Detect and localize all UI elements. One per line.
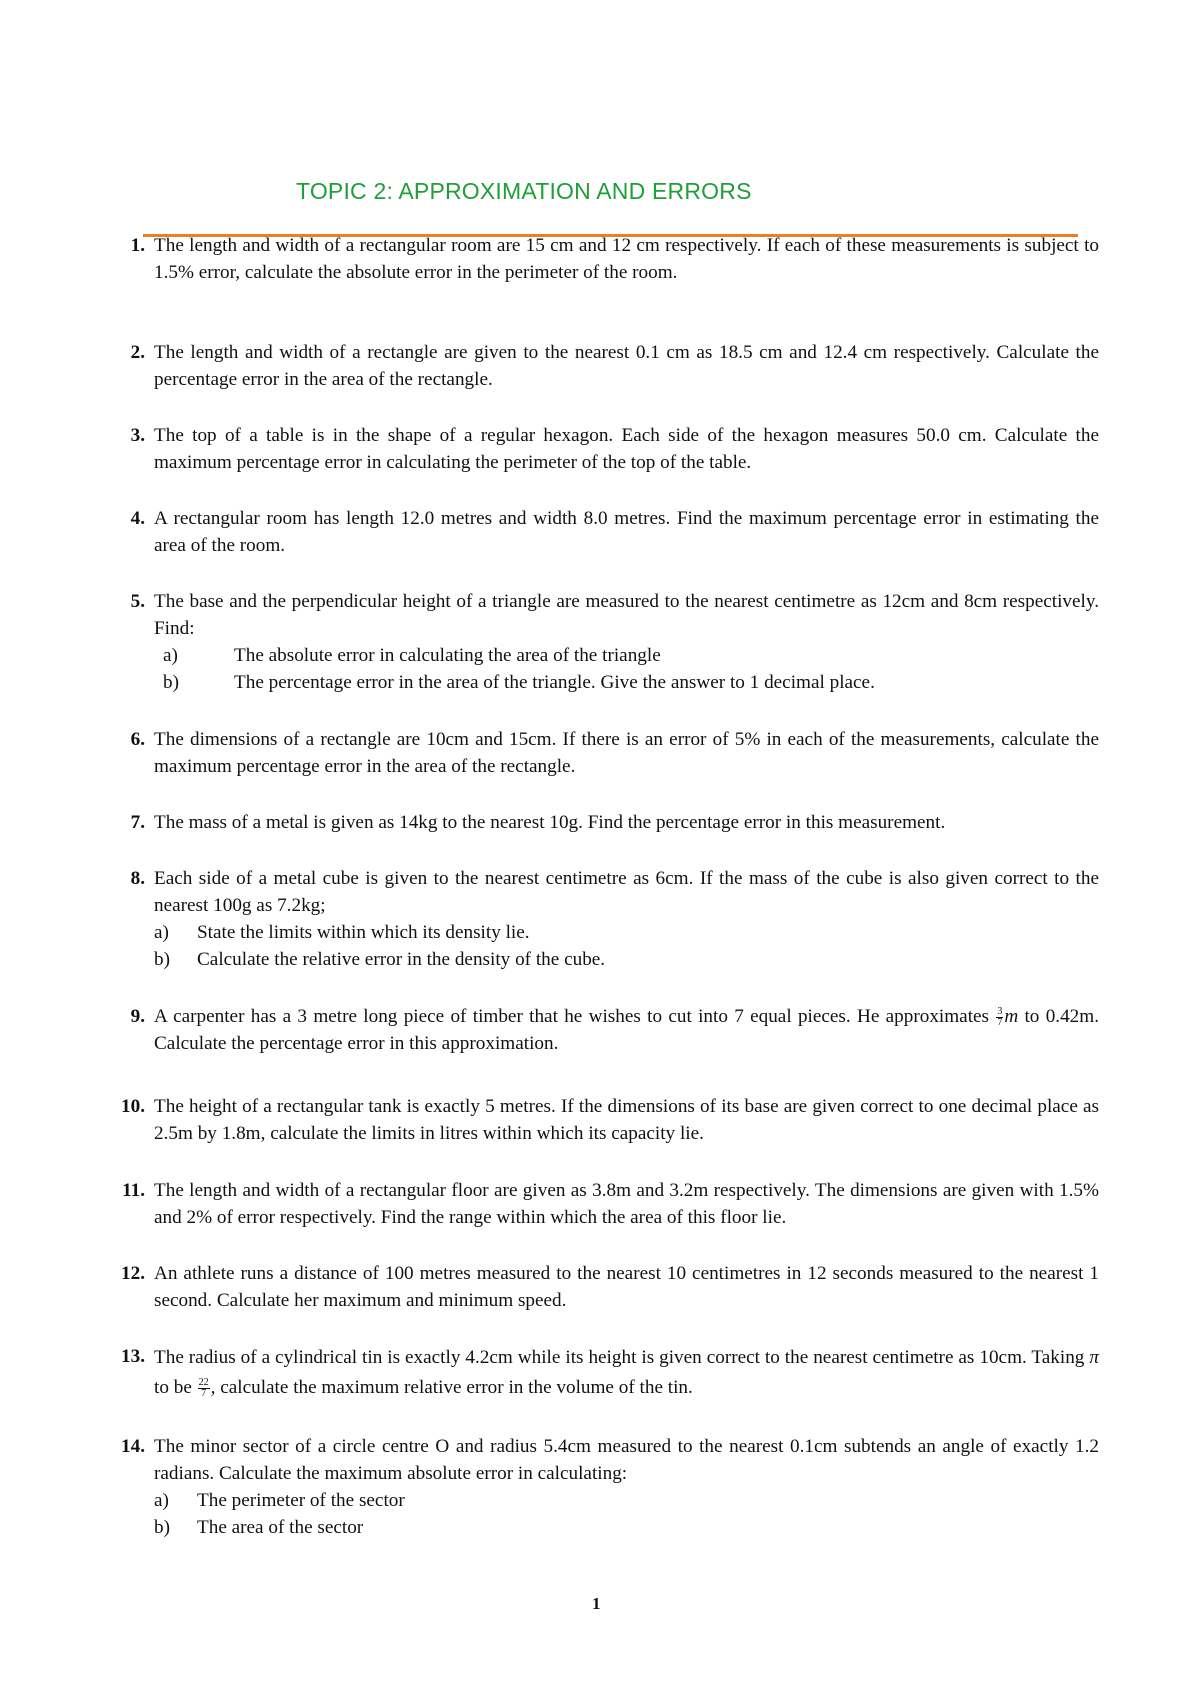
question-12 xyxy=(107,1260,1099,1314)
math-variable: m xyxy=(1004,1006,1019,1027)
question-5 xyxy=(107,588,1099,696)
question-text xyxy=(154,1343,1099,1403)
question-1 xyxy=(107,232,1099,286)
question-text: The minor sector of a circle centre O and radius 5.4cm measured to the nearest 0.1cm subtends an angle of exactly 1.2 radians. Calculate the maximum absolute error in calculating: xyxy=(154,1436,1099,1484)
question-7 xyxy=(107,809,1099,836)
question-number: 2. xyxy=(130,342,145,363)
question-number: 4. xyxy=(130,508,145,529)
question-text: Each side of a metal cube is given to the nearest centimetre as 6cm. If the mass of the cube is also given correct to the nearest 100g as 7.2kg; xyxy=(154,868,1099,916)
question-text: An athlete runs a distance of 100 metres measured to the nearest 10 centimetres in 12 seconds measured to the nearest 1 second. Calculate her maximum and minimum speed. xyxy=(154,1263,1099,1311)
part-text: The perimeter of the sector xyxy=(197,1490,405,1511)
question-text: The mass of a metal is given as 14kg to the nearest 10g. Find the percentage error in this measurement. xyxy=(154,812,946,833)
part-label: b) xyxy=(154,949,170,970)
question-number: 1. xyxy=(130,235,145,256)
page-title: TOPIC 2: APPROXIMATION AND ERRORS xyxy=(296,178,752,204)
question-number: 6. xyxy=(130,729,145,750)
question-11 xyxy=(107,1177,1099,1231)
fraction xyxy=(996,1007,1003,1028)
question-text-part: The radius of a cylindrical tin is exactly 4.2cm while its height is given correct to the nearest centimetre as 10cm. Taking xyxy=(154,1347,1085,1368)
question-number: 3. xyxy=(130,425,145,446)
question-text: A rectangular room has length 12.0 metres and width 8.0 metres. Find the maximum percentage error in estimating the area of the room. xyxy=(154,508,1099,556)
part-text: The absolute error in calculating the area of the triangle xyxy=(234,645,661,666)
question-number: 13. xyxy=(121,1346,145,1367)
question-number: 5. xyxy=(130,591,145,612)
question-text: The length and width of a rectangular floor are given as 3.8m and 3.2m respectively. The dimensions are given with 1.5% and 2% of error respectively. Find the range within which the area of this floor lie. xyxy=(154,1180,1099,1228)
question-text: The base and the perpendicular height of a triangle are measured to the nearest centimetre as 12cm and 8cm respectively. Find: xyxy=(154,591,1099,639)
question-3 xyxy=(107,422,1099,476)
question-9 xyxy=(107,1003,1099,1057)
question-part xyxy=(154,1487,1099,1514)
question-number: 10. xyxy=(121,1096,145,1117)
fraction-numerator: 22 xyxy=(198,1377,209,1389)
part-label: a) xyxy=(163,645,178,666)
page-number: 1 xyxy=(592,1594,601,1613)
question-text xyxy=(154,1003,1099,1057)
question-10 xyxy=(107,1093,1099,1147)
part-label: a) xyxy=(154,1490,169,1511)
fraction-denominator: 7 xyxy=(201,1388,207,1400)
question-text-part: to 0.42m. Calculate the percentage error in this approximation. xyxy=(154,1006,1099,1054)
question-text: The length and width of a rectangular room are 15 cm and 12 cm respectively. If each of these measurements is subject to 1.5% error, calculate the absolute error in the perimeter of the room. xyxy=(154,235,1099,283)
question-number: 12. xyxy=(121,1263,145,1284)
fraction-numerator: 3 xyxy=(997,1006,1003,1018)
pi-symbol: π xyxy=(1089,1347,1099,1368)
part-text: State the limits within which its density lie. xyxy=(197,922,530,943)
question-part xyxy=(154,669,1099,696)
question-text: The height of a rectangular tank is exactly 5 metres. If the dimensions of its base are given correct to one decimal place as 2.5m by 1.8m, calculate the limits in litres within which its capacity lie. xyxy=(154,1096,1099,1144)
fraction xyxy=(198,1378,210,1399)
question-text: The length and width of a rectangle are given to the nearest 0.1 cm as 18.5 cm and 12.4 cm respectively. Calculate the percentage error in the area of the rectangle. xyxy=(154,342,1099,390)
question-number: 11. xyxy=(122,1180,145,1201)
question-part xyxy=(154,1514,1099,1541)
question-2 xyxy=(107,339,1099,393)
fraction-denominator: 7 xyxy=(997,1017,1003,1029)
question-text-part: to be xyxy=(154,1377,192,1398)
question-number: 9. xyxy=(130,1006,145,1027)
question-6 xyxy=(107,726,1099,780)
part-text: Calculate the relative error in the density of the cube. xyxy=(197,949,606,970)
question-text: The dimensions of a rectangle are 10cm and 15cm. If there is an error of 5% in each of the measurements, calculate the maximum percentage error in the area of the rectangle. xyxy=(154,729,1099,777)
question-4 xyxy=(107,505,1099,559)
question-part xyxy=(154,946,1099,973)
question-number: 14. xyxy=(121,1436,145,1457)
part-label: b) xyxy=(163,672,179,693)
part-label: a) xyxy=(154,922,169,943)
question-number: 7. xyxy=(130,812,145,833)
question-14 xyxy=(107,1433,1099,1541)
question-text-part: A carpenter has a 3 metre long piece of timber that he wishes to cut into 7 equal pieces. He approximates xyxy=(154,1006,990,1027)
question-8 xyxy=(107,865,1099,973)
question-text-part: , calculate the maximum relative error in the volume of the tin. xyxy=(210,1377,693,1398)
question-text: The top of a table is in the shape of a regular hexagon. Each side of the hexagon measures 50.0 cm. Calculate the maximum percentage error in calculating the perimeter of the top of the table. xyxy=(154,425,1099,473)
question-part xyxy=(154,919,1099,946)
question-13 xyxy=(107,1343,1099,1403)
question-part xyxy=(154,642,1099,669)
question-number: 8. xyxy=(130,868,145,889)
part-text: The percentage error in the area of the triangle. Give the answer to 1 decimal place. xyxy=(234,672,875,693)
part-text: The area of the sector xyxy=(197,1517,364,1538)
part-label: b) xyxy=(154,1517,170,1538)
